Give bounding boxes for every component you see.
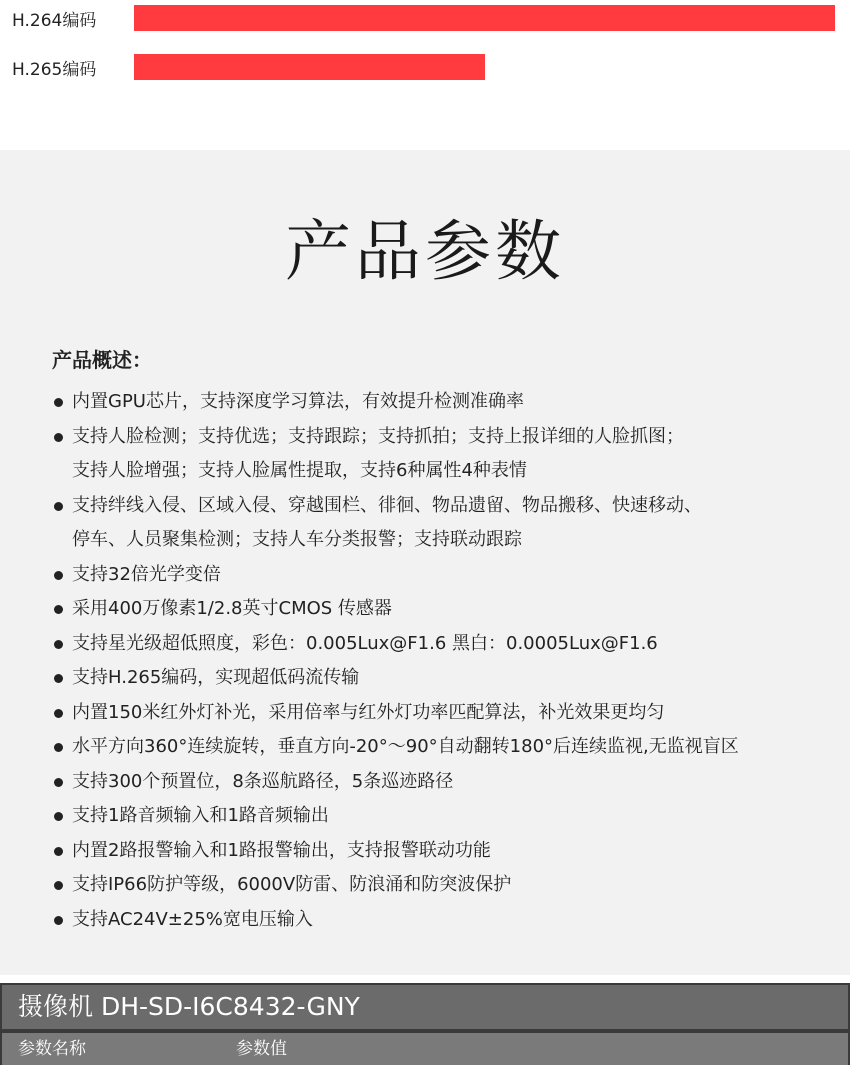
feature-item bbox=[52, 696, 842, 731]
column-header-name: 参数名称 bbox=[18, 1039, 86, 1059]
bar-row-h265 bbox=[0, 51, 850, 81]
spec-table-columns bbox=[0, 1031, 850, 1065]
feature-text: 支持人脸检测；支持优选；支持跟踪；支持抓拍；支持上报详细的人脸抓图； bbox=[72, 425, 684, 447]
feature-text: 支持AC24V±25%宽电压输入 bbox=[72, 908, 313, 930]
spec-table-header bbox=[0, 983, 850, 1031]
feature-text: 内置150米红外灯补光，采用倍率与红外灯功率匹配算法，补光效果更均匀 bbox=[72, 701, 665, 723]
feature-item bbox=[52, 868, 842, 903]
feature-text: 支持绊线入侵、区域入侵、穿越围栏、徘徊、物品遗留、物品搬移、快速移动、 bbox=[72, 494, 702, 516]
feature-text: 内置2路报警输入和1路报警输出，支持报警联动功能 bbox=[72, 839, 491, 861]
page-title: 产品参数 bbox=[285, 213, 565, 290]
feature-item bbox=[52, 903, 842, 938]
bar-track-h265 bbox=[134, 54, 835, 80]
feature-item bbox=[52, 385, 842, 420]
bar-fill-h265 bbox=[134, 54, 485, 80]
feature-item bbox=[52, 420, 842, 489]
feature-item bbox=[52, 627, 842, 662]
feature-item bbox=[52, 661, 842, 696]
spec-table bbox=[0, 975, 850, 1065]
bar-track-h264 bbox=[134, 5, 835, 31]
feature-item bbox=[52, 558, 842, 593]
feature-text: 支持1路音频输入和1路音频输出 bbox=[72, 805, 329, 826]
bar-label-h264: H.264编码 bbox=[12, 11, 97, 31]
feature-text: 支持H.265编码，实现超低码流传输 bbox=[72, 667, 360, 688]
column-header-value: 参数值 bbox=[236, 1039, 287, 1059]
feature-item bbox=[52, 799, 842, 834]
feature-text: 支持300个预置位，8条巡航路径，5条巡迹路径 bbox=[72, 770, 454, 792]
bar-row-h264 bbox=[0, 2, 850, 32]
feature-text: 停车、人员聚集检测；支持人车分类报警；支持联动跟踪 bbox=[72, 529, 522, 550]
feature-list bbox=[52, 385, 842, 937]
feature-item bbox=[52, 592, 842, 627]
feature-item bbox=[52, 765, 842, 800]
feature-text: 支持32倍光学变倍 bbox=[72, 563, 221, 585]
feature-text: 支持人脸增强；支持人脸属性提取，支持6种属性4种表情 bbox=[72, 460, 527, 481]
feature-text: 水平方向360°连续旋转，垂直方向-20°～90°自动翻转180°后连续监视,无监视盲区 bbox=[72, 736, 739, 757]
feature-text: 采用400万像素1/2.8英寸CMOS 传感器 bbox=[72, 598, 392, 619]
feature-item bbox=[52, 489, 842, 558]
feature-text: 内置GPU芯片，支持深度学习算法，有效提升检测准确率 bbox=[72, 391, 524, 412]
compression-comparison bbox=[0, 0, 850, 150]
feature-item bbox=[52, 834, 842, 869]
spec-table-title: 摄像机 DH-SD-I6C8432-GNY bbox=[18, 992, 360, 1021]
product-params-section bbox=[0, 150, 850, 975]
feature-text: 支持IP66防护等级，6000V防雷、防浪涌和防突波保护 bbox=[72, 874, 512, 895]
overview-heading: 产品概述： bbox=[52, 348, 152, 372]
feature-text: 支持星光级超低照度，彩色：0.005Lux@F1.6 黑白：0.0005Lux@F1.6 bbox=[72, 632, 658, 654]
feature-item bbox=[52, 730, 842, 765]
bar-fill-h264 bbox=[134, 5, 835, 31]
bar-label-h265: H.265编码 bbox=[12, 60, 97, 80]
